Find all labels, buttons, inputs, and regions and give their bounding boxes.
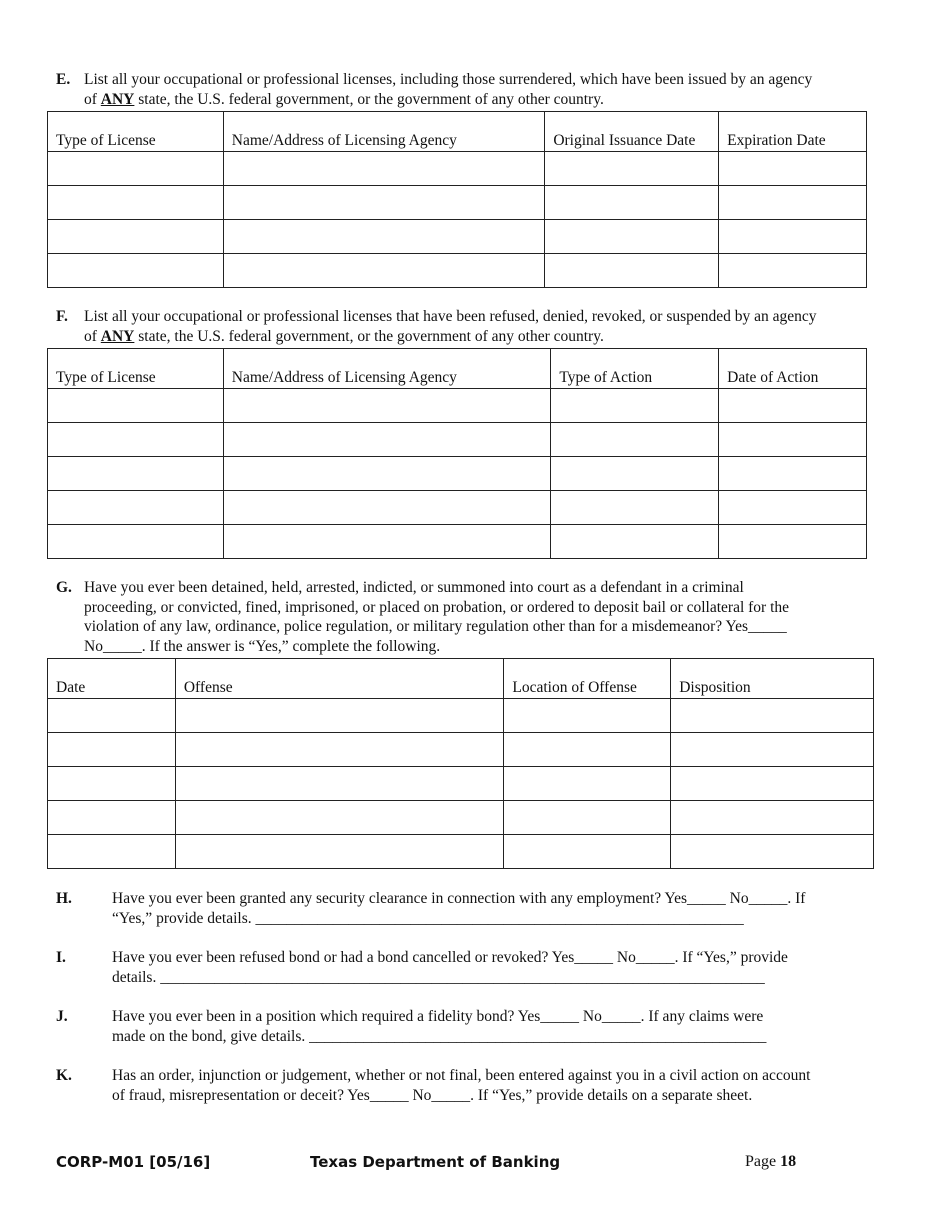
table-row [48,220,867,254]
table-cell[interactable] [48,491,224,525]
column-header: Offense [175,659,504,699]
table-cell[interactable] [48,254,224,288]
section-f-prompt [56,307,896,346]
table-cell[interactable] [671,733,874,767]
footer-agency: Texas Department of Banking [310,1153,561,1171]
table-cell[interactable] [504,835,671,869]
table-cell[interactable] [223,457,551,491]
table-cell[interactable] [719,491,867,525]
table-cell[interactable] [223,389,551,423]
table-cell[interactable] [223,186,545,220]
column-header: Type of License [48,349,224,389]
table-cell[interactable] [223,254,545,288]
column-header: Type of License [48,112,224,152]
table-row [48,835,874,869]
section-g-table [47,658,874,869]
table-cell[interactable] [671,835,874,869]
table-cell[interactable] [175,699,504,733]
table-row [48,186,867,220]
column-header: Name/Address of Licensing Agency [223,349,551,389]
column-header: Disposition [671,659,874,699]
section-j-question [56,1007,896,1046]
section-e-letter: E. [56,71,71,88]
table-cell[interactable] [48,186,224,220]
table-cell[interactable] [48,801,176,835]
section-e-header-row [48,112,867,152]
table-cell[interactable] [551,525,719,559]
section-i-letter: I. [56,949,66,966]
table-cell[interactable] [175,733,504,767]
table-cell[interactable] [719,423,867,457]
footer-page [745,1153,796,1171]
table-cell[interactable] [48,220,224,254]
table-cell[interactable] [545,186,719,220]
column-header: Expiration Date [719,112,867,152]
table-cell[interactable] [175,835,504,869]
table-row [48,457,867,491]
section-e-text-pre: of [84,90,101,108]
section-f-header-row [48,349,867,389]
footer-page-number: 18 [780,1153,797,1170]
table-row [48,423,867,457]
table-cell[interactable] [719,152,867,186]
table-cell[interactable] [545,152,719,186]
section-h-line1: Have you ever been granted any security clearance in connection with any employment? Yes_____ No_____. If [112,890,806,907]
table-cell[interactable] [504,767,671,801]
column-header: Date [48,659,176,699]
table-row [48,801,874,835]
table-cell[interactable] [671,801,874,835]
section-j-line2[interactable]: made on the bond, give details. ___________________________________________________________ [112,1027,767,1045]
table-row [48,152,867,186]
section-g-line2: proceeding, or convicted, fined, imprisoned, or placed on probation, or ordered to deposit bail or collateral for the [84,598,790,616]
section-f-letter: F. [56,308,68,325]
section-h-letter: H. [56,890,72,907]
section-e-text-post: state, the U.S. federal government, or the government of any other country. [134,90,604,108]
table-row [48,491,867,525]
section-e-text-line1: List all your occupational or professional licenses, including those surrendered, which have been issued by an agency [84,71,813,88]
section-f-table [47,348,867,559]
table-cell[interactable] [545,254,719,288]
section-h-question [56,889,896,928]
column-header: Original Issuance Date [545,112,719,152]
footer-form-id: CORP-M01 [05/16] [56,1153,211,1171]
table-cell[interactable] [48,525,224,559]
table-cell[interactable] [719,457,867,491]
section-i-question [56,948,896,987]
section-g-line4: No_____. If the answer is “Yes,” complete the following. [84,637,441,655]
table-cell[interactable] [48,152,224,186]
table-row [48,767,874,801]
table-row [48,733,874,767]
table-cell[interactable] [671,767,874,801]
section-k-question [56,1066,896,1105]
table-cell[interactable] [545,220,719,254]
table-row [48,254,867,288]
column-header: Name/Address of Licensing Agency [223,112,545,152]
section-f-text-pre: of [84,327,101,345]
table-cell[interactable] [175,767,504,801]
column-header: Type of Action [551,349,719,389]
table-cell[interactable] [719,389,867,423]
section-f-text-line1: List all your occupational or professional licenses that have been refused, denied, revoked, or suspended by an agency [84,308,817,325]
section-k-letter: K. [56,1067,72,1084]
section-g-line1: Have you ever been detained, held, arrested, indicted, or summoned into court as a defendant in a criminal [84,579,744,596]
section-g-line3: violation of any law, ordinance, police regulation, or military regulation other than for a misdemeanor? Yes_____ [84,618,787,635]
table-cell[interactable] [48,699,176,733]
table-cell[interactable] [223,220,545,254]
section-g-header-row [48,659,874,699]
table-cell[interactable] [551,389,719,423]
table-cell[interactable] [48,733,176,767]
footer-page-label: Page [745,1153,777,1170]
table-row [48,389,867,423]
column-header: Location of Offense [504,659,671,699]
section-j-letter: J. [56,1008,68,1025]
table-cell[interactable] [48,835,176,869]
table-cell[interactable] [504,801,671,835]
table-cell[interactable] [223,525,551,559]
section-g-prompt [56,578,896,656]
section-f-text-post: state, the U.S. federal government, or the government of any other country. [134,327,604,345]
table-cell[interactable] [551,423,719,457]
section-i-line1: Have you ever been refused bond or had a bond cancelled or revoked? Yes_____ No_____. If “Yes,” provide [112,949,788,966]
column-header: Date of Action [719,349,867,389]
table-cell[interactable] [551,491,719,525]
table-cell[interactable] [719,186,867,220]
table-cell[interactable] [48,389,224,423]
table-cell[interactable] [719,220,867,254]
table-cell[interactable] [223,152,545,186]
section-j-line1: Have you ever been in a position which required a fidelity bond? Yes_____ No_____. If any claims were [112,1008,764,1025]
section-e-prompt [56,70,896,109]
table-cell[interactable] [719,254,867,288]
table-cell[interactable] [48,457,224,491]
table-row [48,699,874,733]
table-cell[interactable] [48,767,176,801]
section-h-line2[interactable]: “Yes,” provide details. _______________________________________________________________ [112,909,744,927]
table-cell[interactable] [504,733,671,767]
table-cell[interactable] [223,423,551,457]
table-cell[interactable] [719,525,867,559]
table-cell[interactable] [504,699,671,733]
table-row [48,525,867,559]
section-e-any: ANY [100,90,135,108]
section-g-letter: G. [56,579,72,596]
section-f-any: ANY [100,327,135,345]
section-i-line2[interactable]: details. ______________________________________________________________________________ [112,968,765,986]
table-cell[interactable] [48,423,224,457]
table-cell[interactable] [223,491,551,525]
table-cell[interactable] [175,801,504,835]
table-cell[interactable] [671,699,874,733]
section-e-table [47,111,867,288]
section-k-line1: Has an order, injunction or judgement, whether or not final, been entered against you in a civil action on account [112,1067,811,1084]
table-cell[interactable] [551,457,719,491]
section-k-line2: of fraud, misrepresentation or deceit? Yes_____ No_____. If “Yes,” provide details on a separate sheet. [112,1086,753,1104]
